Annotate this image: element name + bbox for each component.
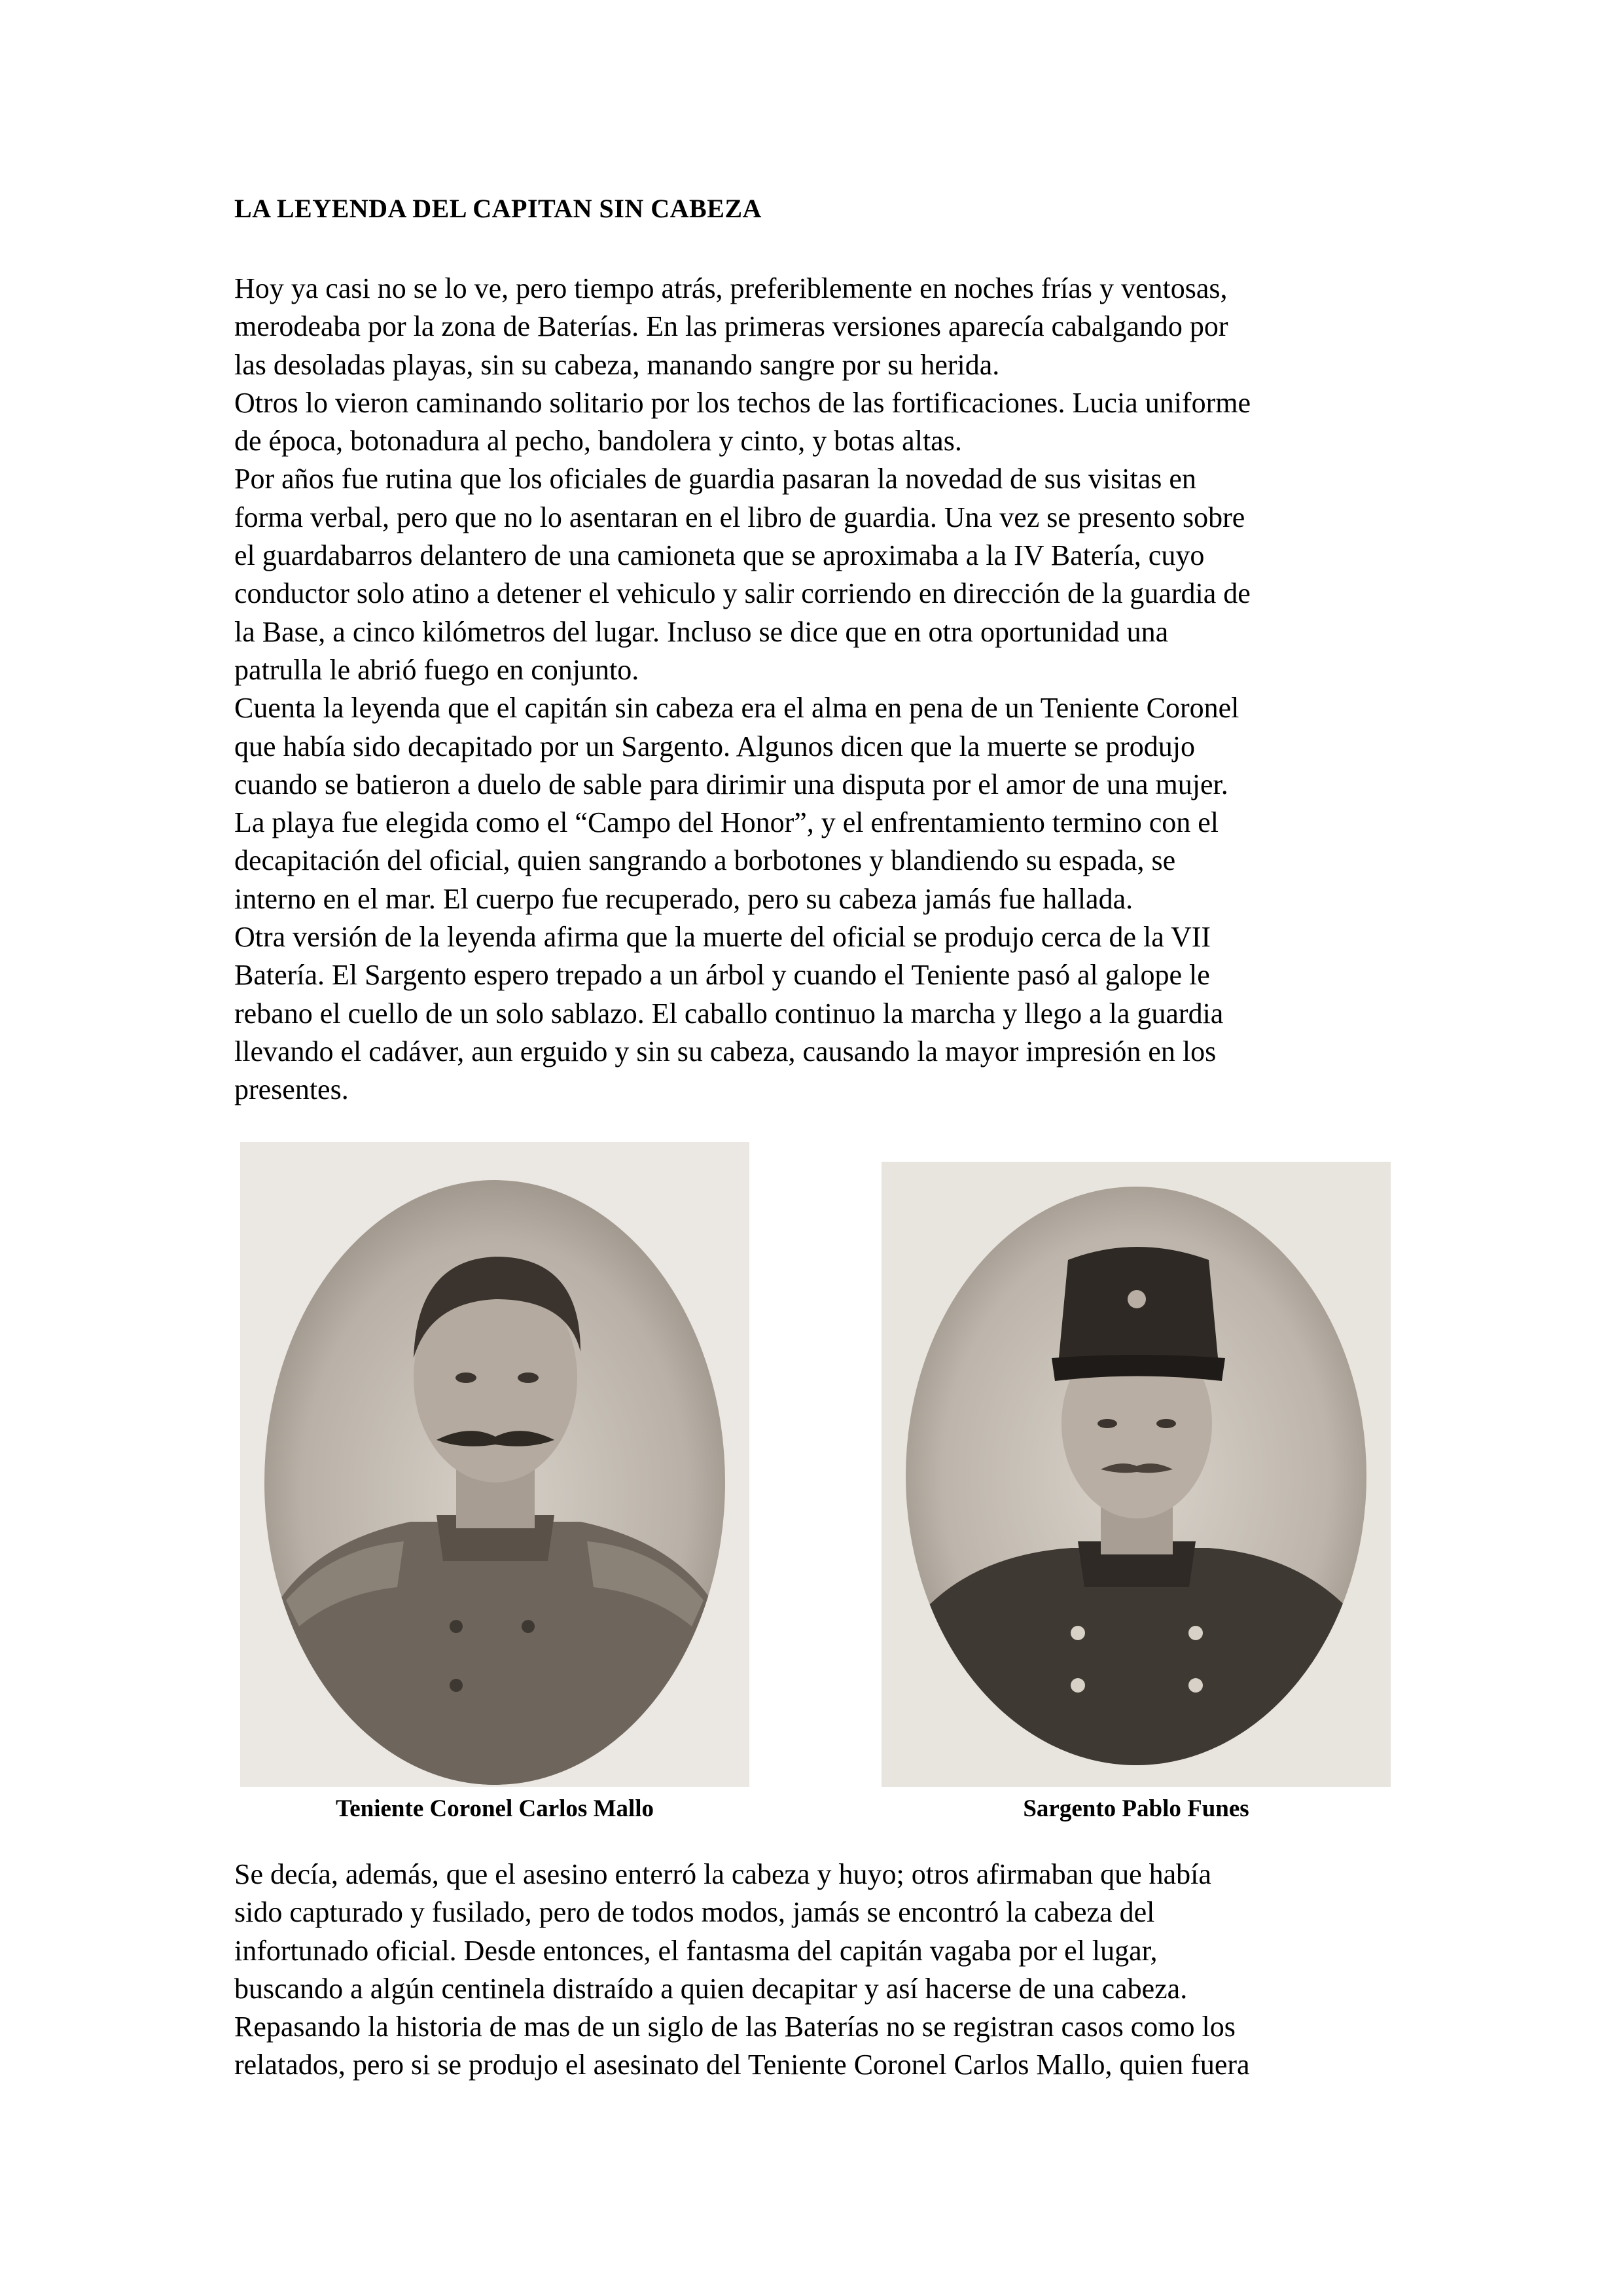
text-line: llevando el cadáver, aun erguido y sin su cabeza, causando la mayor impresión en los: [234, 1035, 1217, 1067]
text-line: Repasando la historia de mas de un siglo de las Baterías no se registran casos como los: [234, 2011, 1236, 2043]
text-line: el guardabarros delantero de una camioneta que se aproximaba a la IV Batería, cuyo: [234, 539, 1205, 572]
text-line: conductor solo atino a detener el vehiculo y salir corriendo en dirección de la guardia de: [234, 577, 1251, 610]
text-line: Otros lo vieron caminando solitario por los techos de las fortificaciones. Lucia uniforme: [234, 386, 1251, 419]
text-line: las desoladas playas, sin su cabeza, manando sangre por su herida.: [234, 348, 1000, 381]
text-line: Cuenta la leyenda que el capitán sin cabeza era el alma en pena de un Teniente Coronel: [234, 692, 1240, 725]
text-line: Hoy ya casi no se lo ve, pero tiempo atrás, preferiblemente en noches frías y ventosas,: [234, 272, 1228, 304]
text-line: buscando a algún centinela distraído a quien decapitar y así hacerse de una cabeza.: [234, 1972, 1188, 2005]
text-line: relatados, pero si se produjo el asesinato del Teniente Coronel Carlos Mallo, quien fuera: [234, 2049, 1250, 2081]
body-text-top: [234, 270, 1406, 1109]
text-line: cuando se batieron a duelo de sable para dirimir una disputa por el amor de una mujer.: [234, 768, 1228, 800]
text-line: forma verbal, pero que no lo asentaran en el libro de guardia. Una vez se presento sobre: [234, 501, 1245, 533]
portrait-photo-funes: [882, 1162, 1391, 1787]
text-line: Otra versión de la leyenda afirma que la muerte del oficial se produjo cerca de la VII: [234, 921, 1211, 954]
portrait-photo-mallo: [240, 1142, 749, 1787]
text-line: interno en el mar. El cuerpo fue recuperado, pero su cabeza jamás fue hallada.: [234, 882, 1133, 915]
text-line: La playa fue elegida como el “Campo del Honor”, y el enfrentamiento termino con el: [234, 806, 1219, 839]
caption-funes: Sargento Pablo Funes: [1023, 1795, 1249, 1822]
text-line: la Base, a cinco kilómetros del lugar. Incluso se dice que en otra oportunidad una: [234, 615, 1169, 648]
text-line: merodeaba por la zona de Baterías. En las primeras versiones aparecía cabalgando por: [234, 310, 1228, 343]
text-line: Por años fue rutina que los oficiales de guardia pasaran la novedad de sus visitas en: [234, 463, 1196, 495]
portrait-funes-image: [882, 1162, 1391, 1787]
text-line: presentes.: [234, 1073, 349, 1106]
text-line: Se decía, además, que el asesino enterró la cabeza y huyo; otros afirmaban que había: [234, 1858, 1211, 1890]
portrait-mallo-image: [240, 1142, 749, 1787]
text-line: rebano el cuello de un solo sablazo. El caballo continuo la marcha y llego a la guardia: [234, 997, 1224, 1030]
caption-mallo: Teniente Coronel Carlos Mallo: [335, 1795, 654, 1822]
text-line: Batería. El Sargento espero trepado a un árbol y cuando el Teniente pasó al galope le: [234, 959, 1210, 992]
text-line: que había sido decapitado por un Sargento. Algunos dicen que la muerte se produjo: [234, 730, 1195, 762]
text-line: patrulla le abrió fuego en conjunto.: [234, 653, 639, 686]
document-title: LA LEYENDA DEL CAPITAN SIN CABEZA: [234, 194, 762, 223]
text-line: sido capturado y fusilado, pero de todos modos, jamás se encontró la cabeza del: [234, 1896, 1155, 1929]
text-line: de época, botonadura al pecho, bandolera y cinto, y botas altas.: [234, 425, 962, 457]
text-line: decapitación del oficial, quien sangrando a borbotones y blandiendo su espada, se: [234, 844, 1176, 877]
text-line: infortunado oficial. Desde entonces, el fantasma del capitán vagaba por el lugar,: [234, 1934, 1158, 1967]
body-text-bottom: [234, 1856, 1406, 2085]
